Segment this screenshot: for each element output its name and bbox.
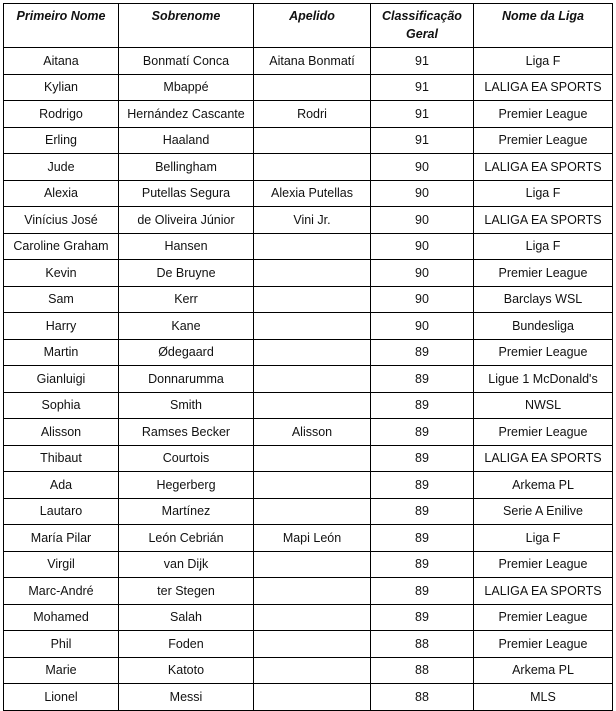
- cell-overall-rating: 89: [371, 604, 474, 631]
- cell-overall-rating: 89: [371, 339, 474, 366]
- cell-first-name: Sam: [4, 286, 119, 313]
- cell-nickname: [254, 366, 371, 393]
- table-row: [4, 180, 613, 207]
- cell-league-name: Premier League: [474, 631, 613, 658]
- cell-surname: Hernández Cascante: [119, 101, 254, 128]
- cell-overall-rating: 88: [371, 684, 474, 711]
- cell-league-name: Arkema PL: [474, 472, 613, 499]
- table-row: [4, 684, 613, 711]
- cell-overall-rating: 91: [371, 74, 474, 101]
- table-row: [4, 631, 613, 658]
- cell-first-name: Lautaro: [4, 498, 119, 525]
- cell-surname: Mbappé: [119, 74, 254, 101]
- header-overall-rating: Classificação Geral: [371, 4, 474, 48]
- cell-first-name: Vinícius José: [4, 207, 119, 234]
- table-row: [4, 48, 613, 75]
- cell-league-name: Barclays WSL: [474, 286, 613, 313]
- table-row: [4, 286, 613, 313]
- cell-nickname: [254, 127, 371, 154]
- cell-surname: Hegerberg: [119, 472, 254, 499]
- table-row: [4, 127, 613, 154]
- cell-league-name: Premier League: [474, 101, 613, 128]
- cell-league-name: Serie A Enilive: [474, 498, 613, 525]
- cell-surname: Kane: [119, 313, 254, 340]
- cell-surname: Katoto: [119, 657, 254, 684]
- table-row: [4, 313, 613, 340]
- cell-league-name: MLS: [474, 684, 613, 711]
- cell-first-name: Aitana: [4, 48, 119, 75]
- cell-first-name: Marie: [4, 657, 119, 684]
- cell-overall-rating: 90: [371, 313, 474, 340]
- cell-league-name: Premier League: [474, 127, 613, 154]
- cell-league-name: Premier League: [474, 260, 613, 287]
- cell-overall-rating: 88: [371, 631, 474, 658]
- cell-overall-rating: 90: [371, 154, 474, 181]
- cell-league-name: Liga F: [474, 525, 613, 552]
- table-row: [4, 657, 613, 684]
- cell-league-name: Ligue 1 McDonald's: [474, 366, 613, 393]
- table-row: [4, 604, 613, 631]
- table-row: [4, 472, 613, 499]
- table-row: [4, 525, 613, 552]
- cell-first-name: Sophia: [4, 392, 119, 419]
- cell-surname: Salah: [119, 604, 254, 631]
- table-row: [4, 419, 613, 446]
- cell-surname: Donnarumma: [119, 366, 254, 393]
- cell-overall-rating: 90: [371, 180, 474, 207]
- cell-first-name: Phil: [4, 631, 119, 658]
- table-row: [4, 339, 613, 366]
- cell-nickname: Aitana Bonmatí: [254, 48, 371, 75]
- cell-first-name: Alexia: [4, 180, 119, 207]
- cell-nickname: [254, 445, 371, 472]
- cell-nickname: [254, 260, 371, 287]
- cell-surname: Ramses Becker: [119, 419, 254, 446]
- cell-league-name: NWSL: [474, 392, 613, 419]
- cell-overall-rating: 89: [371, 392, 474, 419]
- cell-overall-rating: 89: [371, 419, 474, 446]
- cell-nickname: [254, 604, 371, 631]
- cell-first-name: Kylian: [4, 74, 119, 101]
- cell-nickname: [254, 339, 371, 366]
- cell-surname: Putellas Segura: [119, 180, 254, 207]
- cell-league-name: Liga F: [474, 233, 613, 260]
- cell-league-name: LALIGA EA SPORTS: [474, 578, 613, 605]
- cell-surname: van Dijk: [119, 551, 254, 578]
- cell-first-name: Martin: [4, 339, 119, 366]
- cell-nickname: [254, 684, 371, 711]
- cell-league-name: LALIGA EA SPORTS: [474, 445, 613, 472]
- cell-first-name: Mohamed: [4, 604, 119, 631]
- table-row: [4, 260, 613, 287]
- table-row: [4, 498, 613, 525]
- cell-overall-rating: 89: [371, 445, 474, 472]
- header-league-name: Nome da Liga: [474, 4, 613, 48]
- cell-overall-rating: 89: [371, 366, 474, 393]
- table-row: [4, 154, 613, 181]
- cell-league-name: Arkema PL: [474, 657, 613, 684]
- cell-league-name: Liga F: [474, 48, 613, 75]
- cell-first-name: Caroline Graham: [4, 233, 119, 260]
- cell-overall-rating: 91: [371, 101, 474, 128]
- cell-nickname: [254, 313, 371, 340]
- cell-surname: Bellingham: [119, 154, 254, 181]
- cell-league-name: Premier League: [474, 551, 613, 578]
- table-row: [4, 366, 613, 393]
- cell-first-name: María Pilar: [4, 525, 119, 552]
- cell-surname: Foden: [119, 631, 254, 658]
- cell-surname: Martínez: [119, 498, 254, 525]
- cell-surname: De Bruyne: [119, 260, 254, 287]
- cell-nickname: [254, 392, 371, 419]
- cell-first-name: Thibaut: [4, 445, 119, 472]
- cell-overall-rating: 89: [371, 472, 474, 499]
- table-body: [4, 48, 613, 711]
- cell-nickname: Alisson: [254, 419, 371, 446]
- cell-surname: Messi: [119, 684, 254, 711]
- cell-overall-rating: 91: [371, 48, 474, 75]
- table-header: [4, 4, 613, 48]
- cell-first-name: Kevin: [4, 260, 119, 287]
- cell-first-name: Erling: [4, 127, 119, 154]
- cell-nickname: [254, 551, 371, 578]
- cell-nickname: [254, 657, 371, 684]
- cell-league-name: Liga F: [474, 180, 613, 207]
- cell-first-name: Virgil: [4, 551, 119, 578]
- header-surname: Sobrenome: [119, 4, 254, 48]
- cell-surname: Kerr: [119, 286, 254, 313]
- cell-first-name: Harry: [4, 313, 119, 340]
- cell-overall-rating: 89: [371, 551, 474, 578]
- cell-nickname: [254, 578, 371, 605]
- cell-league-name: LALIGA EA SPORTS: [474, 207, 613, 234]
- cell-league-name: Bundesliga: [474, 313, 613, 340]
- cell-overall-rating: 90: [371, 233, 474, 260]
- cell-nickname: Alexia Putellas: [254, 180, 371, 207]
- cell-nickname: [254, 472, 371, 499]
- cell-league-name: LALIGA EA SPORTS: [474, 74, 613, 101]
- table-row: [4, 207, 613, 234]
- header-nickname: Apelido: [254, 4, 371, 48]
- cell-first-name: Ada: [4, 472, 119, 499]
- cell-surname: Courtois: [119, 445, 254, 472]
- table-row: [4, 392, 613, 419]
- cell-nickname: Mapi León: [254, 525, 371, 552]
- cell-surname: Smith: [119, 392, 254, 419]
- players-table: [3, 3, 613, 711]
- header-first-name: Primeiro Nome: [4, 4, 119, 48]
- cell-nickname: Rodri: [254, 101, 371, 128]
- cell-overall-rating: 89: [371, 498, 474, 525]
- cell-first-name: Alisson: [4, 419, 119, 446]
- cell-surname: Hansen: [119, 233, 254, 260]
- cell-overall-rating: 90: [371, 286, 474, 313]
- cell-surname: León Cebrián: [119, 525, 254, 552]
- cell-nickname: Vini Jr.: [254, 207, 371, 234]
- cell-first-name: Rodrigo: [4, 101, 119, 128]
- cell-overall-rating: 88: [371, 657, 474, 684]
- header-row: [4, 4, 613, 48]
- cell-nickname: [254, 631, 371, 658]
- table-row: [4, 551, 613, 578]
- table-row: [4, 74, 613, 101]
- cell-nickname: [254, 286, 371, 313]
- table-row: [4, 101, 613, 128]
- cell-surname: Bonmatí Conca: [119, 48, 254, 75]
- table-row: [4, 445, 613, 472]
- table-row: [4, 233, 613, 260]
- cell-league-name: Premier League: [474, 419, 613, 446]
- cell-overall-rating: 89: [371, 525, 474, 552]
- cell-nickname: [254, 74, 371, 101]
- cell-nickname: [254, 154, 371, 181]
- cell-league-name: Premier League: [474, 339, 613, 366]
- cell-surname: Ødegaard: [119, 339, 254, 366]
- cell-overall-rating: 90: [371, 207, 474, 234]
- cell-first-name: Jude: [4, 154, 119, 181]
- cell-first-name: Gianluigi: [4, 366, 119, 393]
- cell-overall-rating: 89: [371, 578, 474, 605]
- cell-surname: ter Stegen: [119, 578, 254, 605]
- cell-nickname: [254, 233, 371, 260]
- cell-overall-rating: 91: [371, 127, 474, 154]
- cell-surname: de Oliveira Júnior: [119, 207, 254, 234]
- cell-league-name: LALIGA EA SPORTS: [474, 154, 613, 181]
- cell-surname: Haaland: [119, 127, 254, 154]
- table-row: [4, 578, 613, 605]
- cell-first-name: Lionel: [4, 684, 119, 711]
- cell-overall-rating: 90: [371, 260, 474, 287]
- cell-first-name: Marc-André: [4, 578, 119, 605]
- cell-league-name: Premier League: [474, 604, 613, 631]
- cell-nickname: [254, 498, 371, 525]
